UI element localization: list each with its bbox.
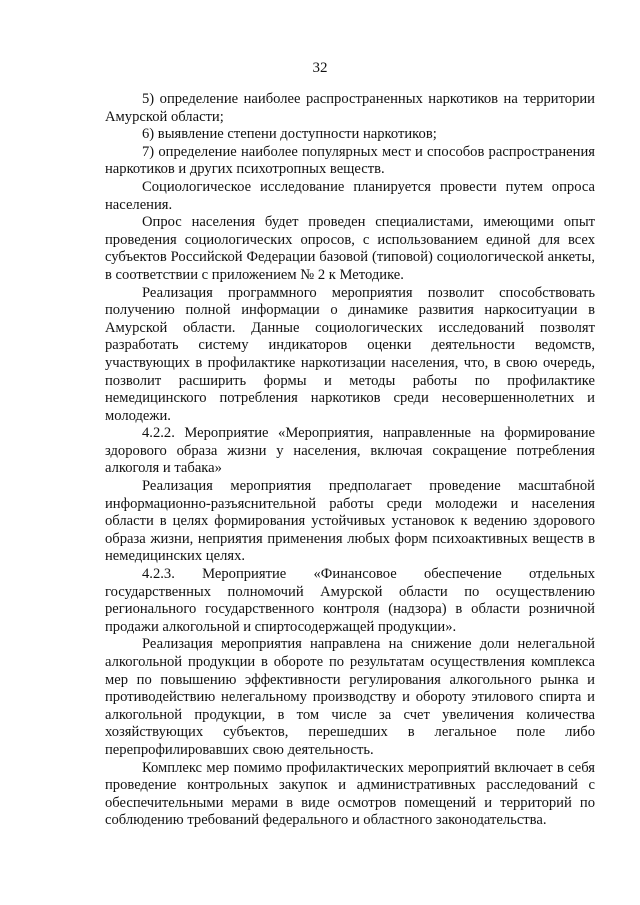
paragraph-population-survey: Опрос населения будет проведен специалистами, имеющими опыт проведения социологических опросов, с использованием единой для всех субъектов Российской Федерации базовой (типовой) социологической анкеты, в соответствии с приложением № 2 к Методике. <box>105 214 595 283</box>
document-body <box>105 91 595 830</box>
page-number: 32 <box>312 60 328 76</box>
paragraph-illegal-alcohol-reduction: Реализация мероприятия направлена на снижение доли нелегальной алкогольной продукции в обороте по результатам осуществления комплекса мер по повышению эффективности регулирования алкогольного рынка и противодействию нелегальному производству и обороту этилового спирта и алкогольной продукции, в том числе за счет увеличения количества хозяйствующих субъектов, перешедших в легальное поле либо перепрофилировавших свою деятельность. <box>105 636 595 758</box>
paragraph-measures-complex: Комплекс мер помимо профилактических мероприятий включает в себя проведение контрольных закупок и административных расследований с обеспечительными мерами в виде осмотров помещений и территорий по соблюдению требований федерального и областного законодательства. <box>105 759 595 829</box>
paragraph-item-7: 7) определение наиболее популярных мест и способов распространения наркотиков и других психотропных веществ. <box>105 143 595 178</box>
paragraph-sociological-survey: Социологическое исследование планируется провести путем опроса населения. <box>105 178 595 213</box>
paragraph-item-6: 6) выявление степени доступности наркотиков; <box>142 126 437 143</box>
paragraph-program-implementation: Реализация программного мероприятия позволит способствовать получению полной информации о динамике развития наркоситуации в Амурской области. Данные социологических исследований позволят разработать систему индикаторов оценки деятельности ведомств, участвующих в профилактике наркотизации населения, что, в свою очередь, позволит расширить формы и методы работы по профилактике немедицинского потребления наркотиков среди несовершеннолетних и молодежи. <box>105 284 595 424</box>
paragraph-healthy-lifestyle-implementation: Реализация мероприятия предполагает проведение масштабной информационно-разъяснительной работы среди молодежи и населения области в целях формирования устойчивых установок к ведению здорового образа жизни, неприятия применения любых форм психоактивных веществ в немедицинских целях. <box>105 478 595 565</box>
section-heading-4-2-3: 4.2.3. Мероприятие «Финансовое обеспечение отдельных государственных полномочий Амурской области по осуществлению регионального государственного контроля (надзора) в области розничной продажи алкогольной и спиртосодержащей продукции». <box>105 566 595 635</box>
section-heading-4-2-2: 4.2.2. Мероприятие «Мероприятия, направленные на формирование здорового образа жизни у населения, включая сокращение потребления алкоголя и табака» <box>105 425 595 477</box>
paragraph-item-5: 5) определение наиболее распространенных наркотиков на территории Амурской области; <box>105 91 595 125</box>
